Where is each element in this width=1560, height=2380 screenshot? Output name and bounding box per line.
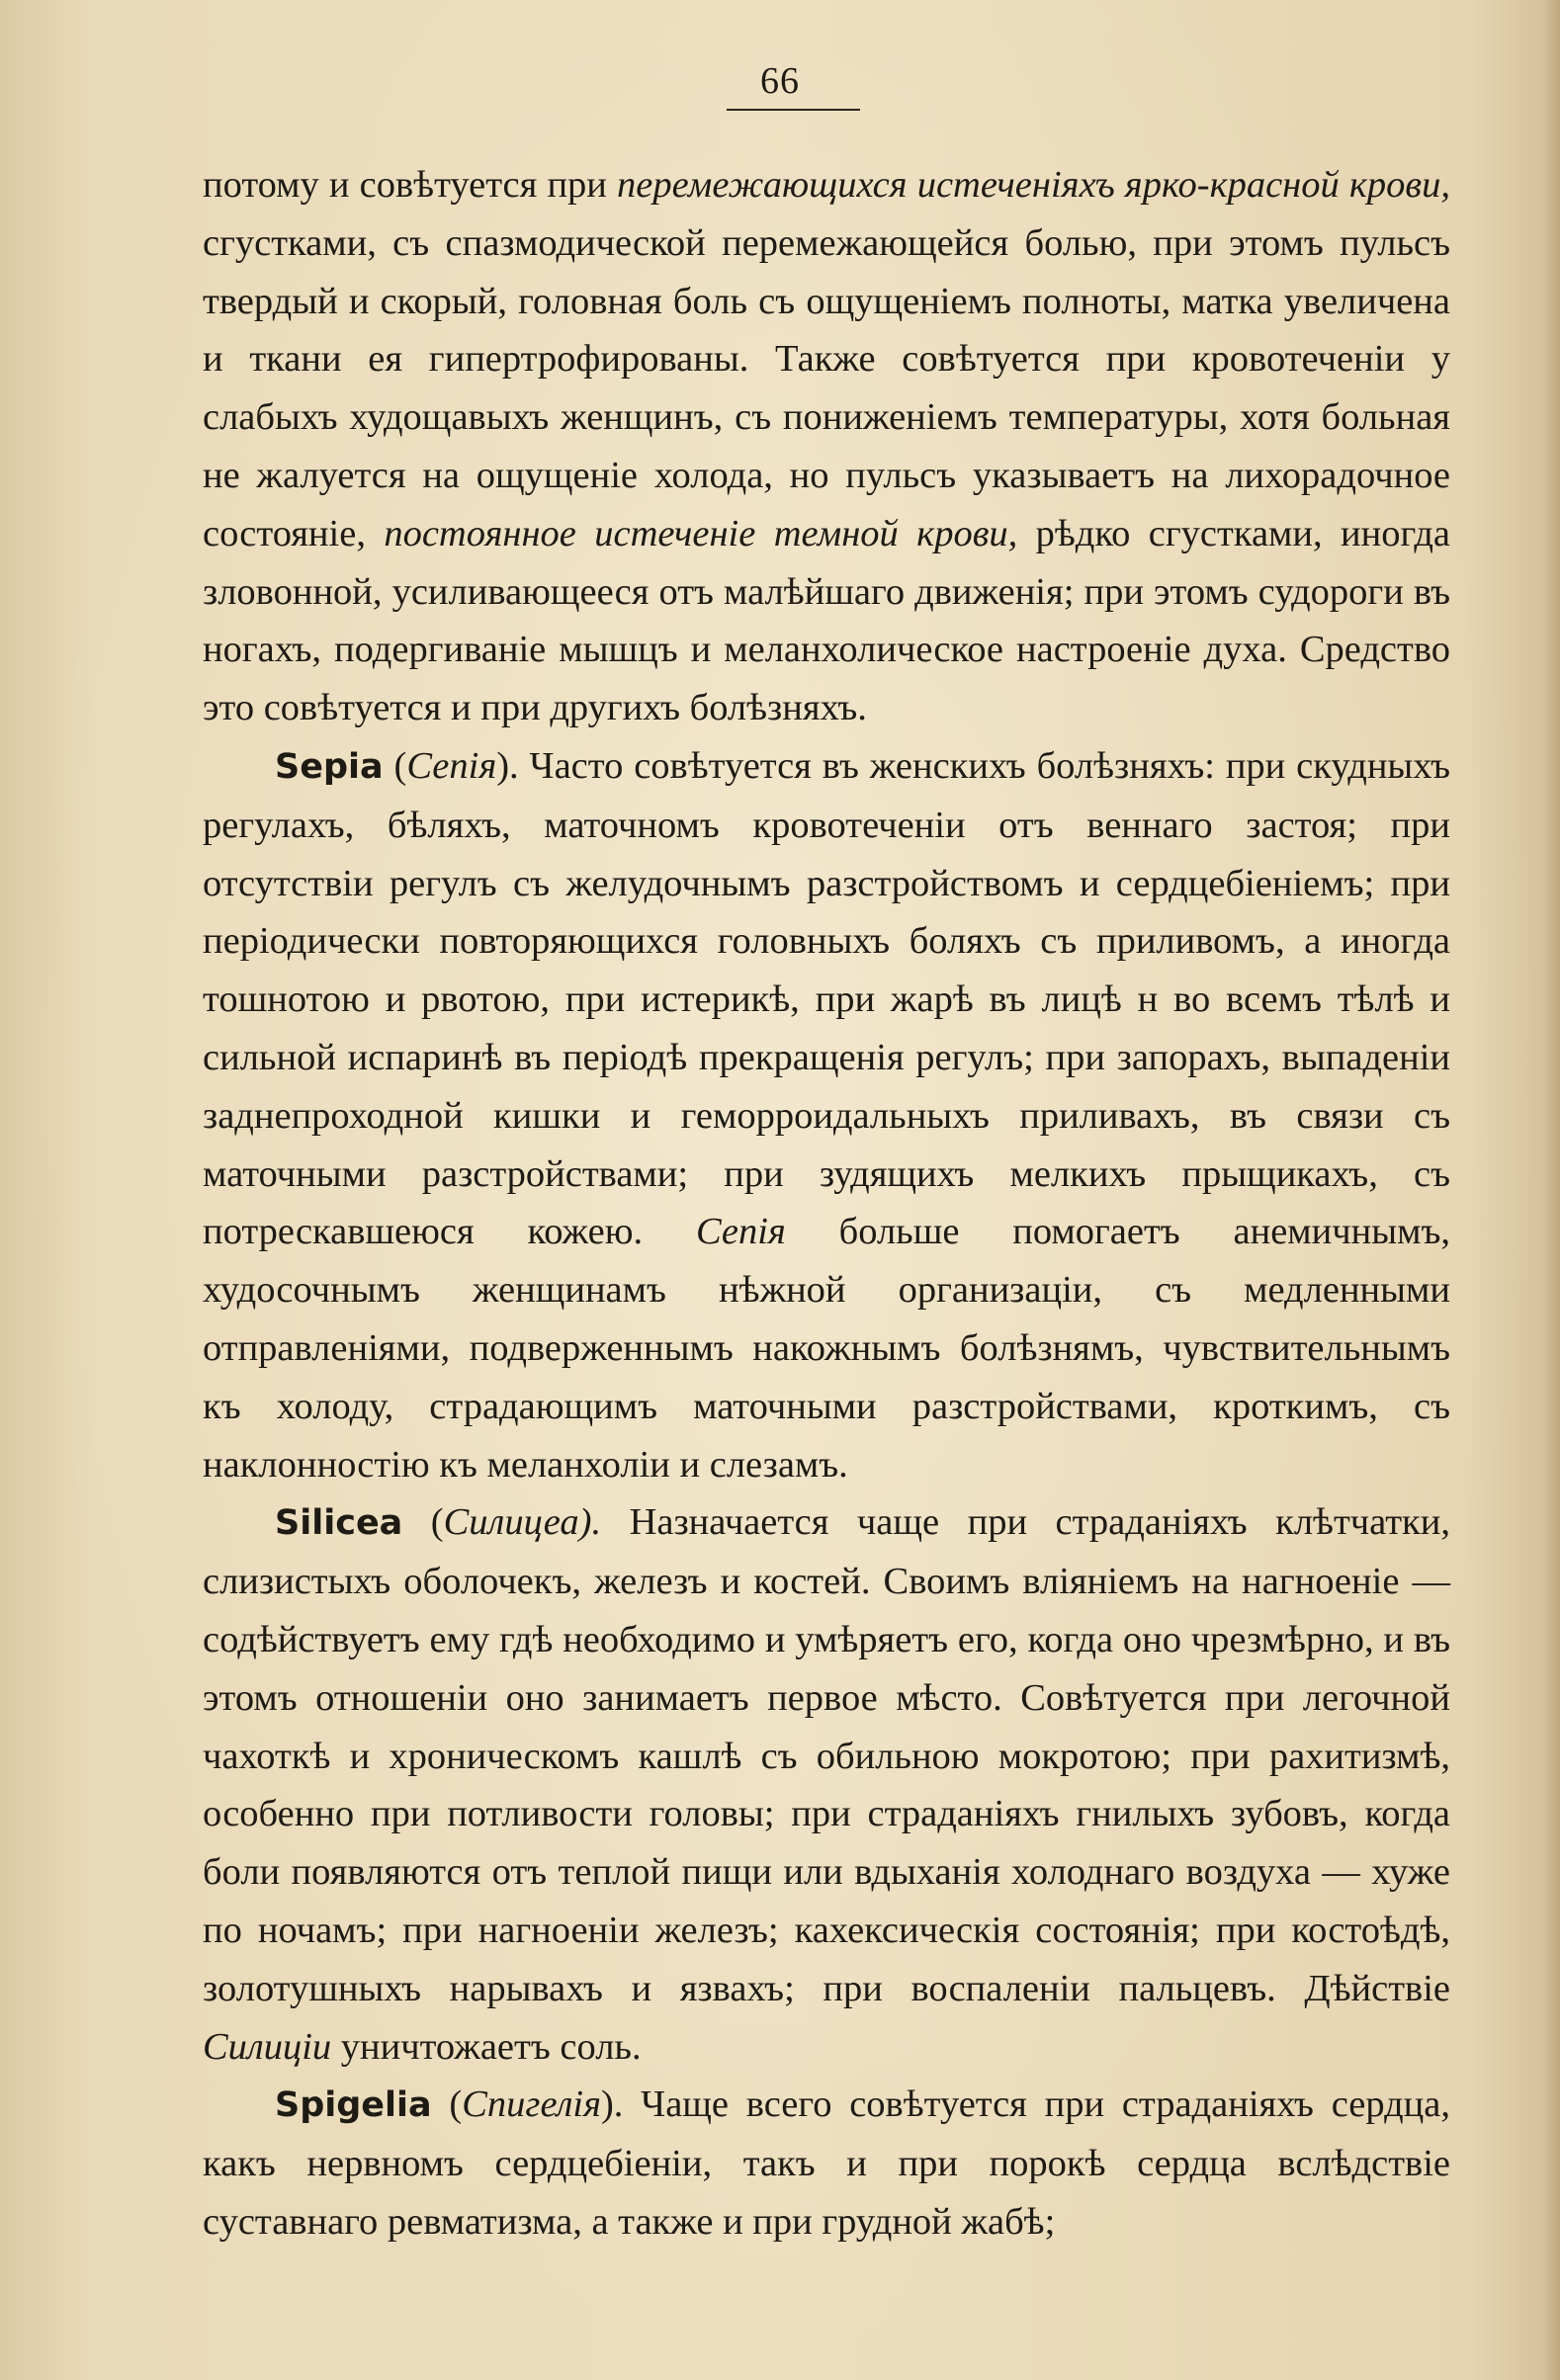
text-run: Назначается чаще при страданіяхъ клѣтчатки, слизистыхъ оболочекъ, железъ и костей. Своимъ вліяніемъ на нагноеніе — содѣйствуетъ ему гдѣ необходимо и умѣряетъ его, когда оно чрезмѣрно, и въ этомъ отношеніи оно занимаетъ первое мѣсто. Совѣтуется при легочной чахоткѣ и хроническомъ кашлѣ съ обильною мокротою; при рахитизмѣ, особенно при потливости головы; при страданіяхъ гнилыхъ зубовъ, когда боли появляются отъ теплой пищи или вдыханія холоднаго воздуха — хуже по ночамъ; при нагноеніи железъ; кахексическія состоянія; при костоѣдѣ, золотушныхъ нарывахъ и язвахъ; при воспаленіи пальцевъ. Дѣйствіе [203, 1501, 1450, 2009]
italic-phrase: Спигелія [462, 2083, 601, 2126]
paragraph [203, 2076, 1450, 2251]
italic-phrase: Сепія [406, 744, 497, 787]
italic-phrase: Сепія [695, 1211, 786, 1253]
text-run: ( [402, 1501, 444, 1544]
page-edge-shadow [1542, 0, 1560, 2380]
text-run: рѣдко сгустками, иногда зловонной, усиливающееся отъ малѣйшаго движенія; при этомъ судороги въ ногахъ, подергиваніе мышцъ и меланхолическое настроеніе духа. Средство это совѣтуется и при другихъ болѣзняхъ. [203, 512, 1450, 729]
paragraph [203, 737, 1450, 1493]
remedy-name: Sepia [275, 746, 384, 787]
remedy-name: Silicea [275, 1503, 403, 1544]
text-run: больше помогаетъ анемичнымъ, худосочнымъ женщинамъ нѣжной организаціи, съ медленными отправленіями, подверженнымъ накожнымъ болѣзнямъ, чувствительнымъ къ холоду, страдающимъ маточными разстройствами, кроткимъ, съ наклонностію къ меланхоліи и слезамъ. [203, 1211, 1450, 1486]
italic-phrase: перемежающихся истеченіяхъ ярко-красной крови, [617, 164, 1450, 206]
remedy-name: Spigelia [275, 2085, 432, 2126]
paragraph [203, 1493, 1450, 2076]
body-text [203, 156, 1450, 2252]
italic-phrase: Силицеа). [443, 1501, 602, 1544]
text-run: ( [431, 2083, 463, 2126]
text-run: ). Чаще всего совѣтуется при страданіяхъ сердца, какъ нервномъ сердцебіеніи, такъ и при порокѣ сердца вслѣдствіе суставнаго ревматизма, а также и при грудной жабѣ; [203, 2083, 1450, 2243]
text-run: ( [383, 744, 407, 787]
page-number: 66 [760, 60, 800, 102]
italic-phrase: Силиціи [203, 2025, 332, 2068]
page-number-rule [727, 109, 860, 111]
paragraph [203, 156, 1450, 737]
text-run: уничтожаетъ соль. [331, 2025, 642, 2068]
text-run: потому и совѣтуется при [203, 164, 618, 206]
italic-phrase: постоянное истеченіе темной крови, [384, 512, 1018, 554]
text-run: сгустками, съ спазмодической перемежающейся болью, при этомъ пульсъ твердый и скорый, головная боль съ ощущеніемъ полноты, матка увеличена и ткани ея гипертрофированы. Также совѣтуется при кровотеченіи у слабыхъ худощавыхъ женщинъ, съ пониженіемъ температуры, хотя больная не жалуется на ощущеніе холода, но пульсъ указываетъ на лихорадочное состояніе, [203, 221, 1450, 554]
text-run: ). Часто совѣтуется въ женскихъ болѣзняхъ: при скудныхъ регулахъ, бѣляхъ, маточномъ кровотеченіи отъ веннаго застоя; при отсутствіи регулъ съ желудочнымъ разстройствомъ и сердцебіеніемъ; при періодически повторяющихся головныхъ боляхъ съ приливомъ, а иногда тошнотою и рвотою, при истерикѣ, при жарѣ въ лицѣ н во всемъ тѣлѣ и сильной испаринѣ въ періодѣ прекращенія регулъ; при запорахъ, выпаденіи заднепроходной кишки и геморроидальныхъ приливахъ, въ связи съ маточными разстройствами; при зудящихъ мелкихъ прыщикахъ, съ потрескавшеюся кожею. [203, 744, 1450, 1253]
